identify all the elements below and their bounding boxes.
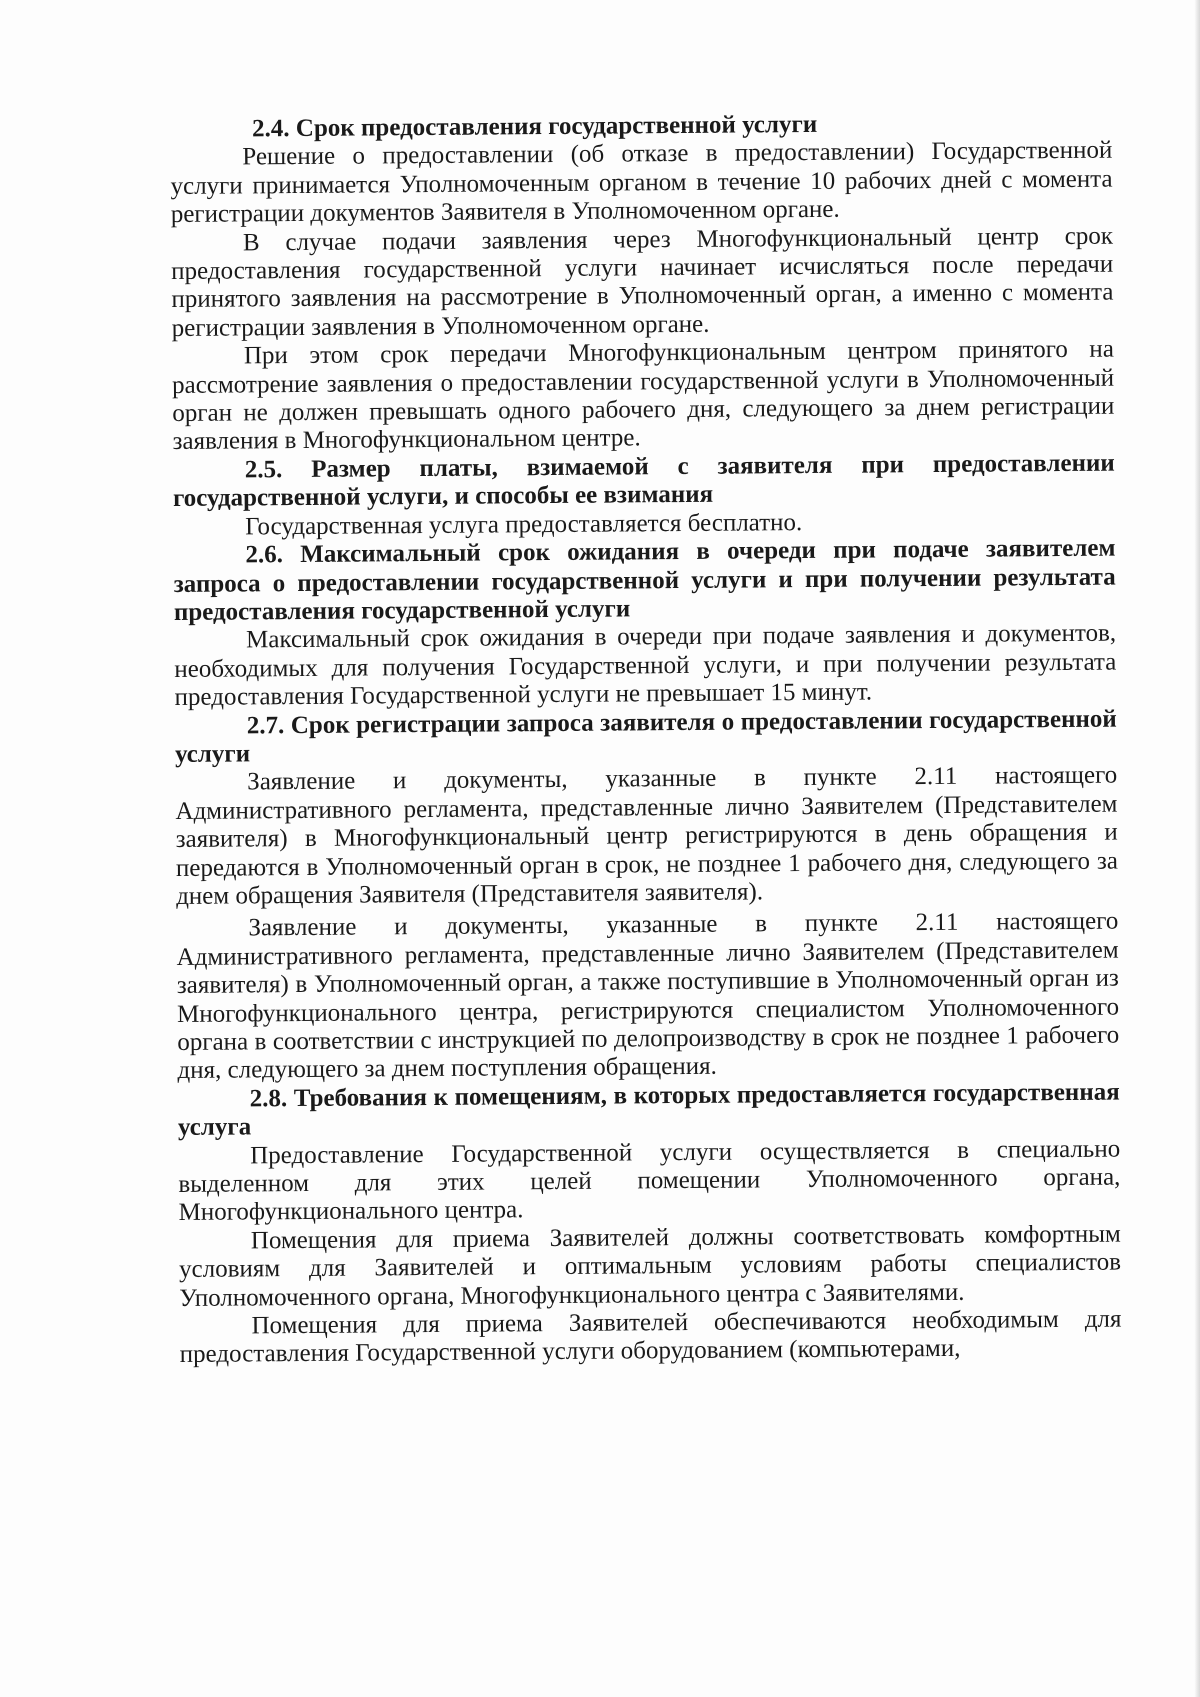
- paragraph: Государственная услуга предоставляется бесплатно.: [245, 508, 803, 541]
- section-2-8: [178, 1078, 1122, 1369]
- paragraph: Помещения для приема Заявителей должны соответствовать комфортным условиям для Заявителей и оптимальным условиям работы специалистов Уполномоченного органа, Многофункционального центра с Заявителями.: [178, 1220, 1122, 1312]
- section-heading: 2.5. Размер платы, взимаемой с заявителя при предоставлении государственной услуги, и способы ее взимания: [172, 449, 1115, 513]
- section-2-4: [170, 109, 1115, 457]
- paragraph: Заявление и документы, указанные в пункте 2.11 настоящего Административного регламента, представленные лично Заявителем (Представителем заявителя) в Уполномоченный орган, а также поступившие в Уполномоченный орган из Многофункционального центра, регистрируются специалистом Уполномоченного органа в соответствии с инструкцией по делопроизводству в срок не позднее 1 рабочего дня, следующего за днем поступления обращения.: [176, 907, 1120, 1085]
- section-heading: 2.7. Срок регистрации запроса заявителя о предоставлении государственной услуги: [174, 705, 1117, 768]
- paragraph: Максимальный срок ожидания в очереди при подаче заявления и документов, необходимых для получения Государственной услуги, и при получении результата предоставления Государственной услуги не превышает 15 минут.: [174, 619, 1117, 712]
- section-2-6: [173, 535, 1116, 713]
- paragraph: Помещения для приема Заявителей обеспечиваются необходимым для предоставления Государственной услуги оборудованием (компьютерами,: [179, 1305, 1122, 1369]
- paragraph: При этом срок передачи Многофункциональным центром принятого на рассмотрение заявления о предоставлении государственной услуги в Уполномоченный орган не должен превышать одного рабочего дня, следующего за днем регистрации заявления в Многофункциональном центре.: [172, 335, 1115, 456]
- paragraph: Заявление и документы, указанные в пункте 2.11 настоящего Административного регламента, представленные лично Заявителем (Представителем заявителя) в Многофункциональный центр регистрируются в день обращения и передаются в Уполномоченный орган в срок, не позднее 1 рабочего дня, следующего за днем обращения Заявителя (Представителя заявителя).: [175, 761, 1118, 910]
- section-heading: 2.4. Срок предоставления государственной услуги: [251, 110, 818, 143]
- document-body: [170, 109, 1122, 1370]
- section-2-5: [173, 449, 1116, 542]
- scan-edge-shadow: [1194, 0, 1200, 1697]
- section-2-7: [175, 705, 1120, 1086]
- section-heading: 2.8. Требования к помещениям, в которых предоставляется государственная услуга: [177, 1078, 1120, 1142]
- paragraph: В случае подачи заявления через Многофункциональный центр срок предоставления государственной услуги начинает исчисляться после передачи принятого заявления на рассмотрение в Уполномоченный орган, а именно с момента регистрации заявления в Уполномоченном органе.: [171, 222, 1114, 342]
- paragraph: Предоставление Государственной услуги осуществляется в специально выделенном для этих целей помещении Уполномоченного органа, Многофункционального центра.: [178, 1135, 1121, 1227]
- paragraph: Решение о предоставлении (об отказе в предоставлении) Государственной услуги принимается Уполномоченным органом в течение 10 рабочих дней с момента регистрации документов Заявителя в Уполномоченном органе.: [170, 137, 1113, 229]
- section-heading: 2.6. Максимальный срок ожидания в очереди при подаче заявителем запроса о предоставлении государственной услуги и при получении результата предоставления государственной услуги: [173, 534, 1116, 626]
